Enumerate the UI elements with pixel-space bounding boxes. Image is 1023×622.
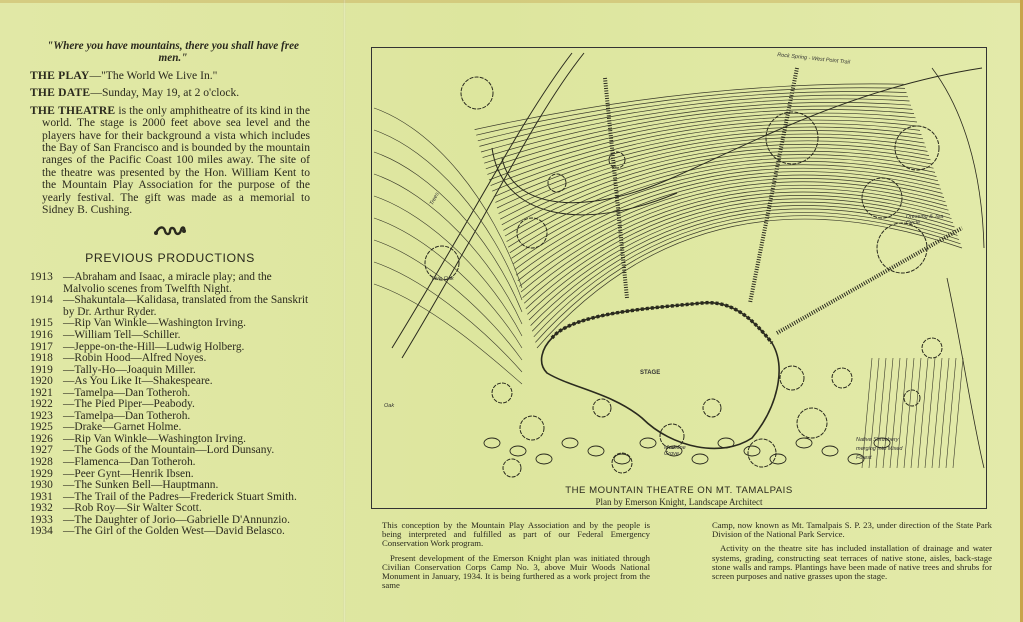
production-title: —Peer Gynt—Henrik Ibsen. [63, 467, 194, 480]
production-year: 1918 [30, 352, 53, 365]
play-lead: THE PLAY [30, 69, 90, 82]
play-title: —"The World We Live In." [89, 69, 218, 82]
production-year: 1922 [30, 398, 53, 411]
production-entry [30, 480, 310, 492]
date-line [30, 87, 310, 99]
theatre-lead: THE THEATRE [30, 103, 116, 117]
production-year: 1929 [30, 467, 53, 480]
production-year: 1930 [30, 479, 53, 492]
page-top-edge [0, 0, 1023, 3]
map-caption-credit: Plan by Emerson Knight, Landscape Architect [595, 497, 763, 507]
middle-para-2: Present development of the Emerson Knight plan was initiated through Civilian Conservation Corps Camp No. 3, above Muir Woods National Monument in January, 1934. It is being furthered as a work project from the same [382, 552, 650, 591]
production-title: —The Sunken Bell—Hauptmann. [63, 479, 219, 492]
production-title: —William Tell—Schiller. [63, 329, 181, 342]
production-year: 1926 [30, 432, 53, 445]
production-title: —Tamelpa—Dan Totheroh. [63, 409, 191, 422]
ornament-icon [30, 224, 310, 239]
production-title: —The Gods of the Mountain—Lord Dunsany. [63, 444, 275, 457]
date-text: —Sunday, May 19, at 2 o'clock. [90, 86, 240, 100]
map-label-dressing: Dressing & Tea Circle [906, 214, 944, 226]
production-entry [30, 295, 310, 318]
map-label-native-shrub: Native Shrubbery merging into Mixed Forest [856, 437, 903, 461]
production-year: 1927 [30, 444, 53, 457]
production-year: 1923 [30, 409, 53, 422]
production-year: 1915 [30, 317, 53, 330]
production-title: —Abraham and Isaac, a miracle play; and the Malvolio scenes from Twelfth Night. [63, 271, 272, 295]
production-title: —The Trail of the Padres—Frederick Stuart Smith. [63, 490, 297, 503]
map-label-trees: Trees [428, 191, 441, 207]
production-title: —Flamenca—Dan Totheroh. [63, 456, 196, 469]
production-year: 1928 [30, 456, 53, 469]
play-line [30, 70, 310, 82]
map-caption-title: THE MOUNTAIN THEATRE ON MT. TAMALPAIS [565, 485, 793, 496]
page-fold [343, 0, 346, 622]
production-year: 1919 [30, 363, 53, 376]
right-para-2: Activity on the theatre site has included installation of drainage and water systems, grading, constructing seat terraces of native stone, aisles, back-stage stone walls and ramps. Plantings have been made of native trees and shrubs for screen purposes and native grasses upon the stage. [712, 543, 992, 582]
production-title: —Tally-Ho—Joaquin Miller. [63, 363, 196, 376]
map-label-oak: Oak [384, 403, 395, 409]
middle-para-1: This conception by the Mountain Play Association and by the people is being interpreted and fulfilled as part of our Federal Emergency Conservation Work program. [382, 520, 650, 549]
production-year: 1913 [30, 271, 53, 284]
ornament-scroll-icon [153, 224, 187, 238]
production-title: —Rip Van Winkle—Washington Irving. [63, 317, 246, 330]
production-year: 1931 [30, 490, 53, 503]
production-year: 1920 [30, 375, 53, 388]
motto-quote: "Where you have mountains, there you shall have free men." [46, 40, 300, 64]
right-column [712, 521, 992, 586]
production-title: —As You Like It—Shakespeare. [63, 375, 213, 388]
production-title: —Rob Roy—Sir Walter Scott. [63, 502, 202, 515]
production-year: 1921 [30, 386, 53, 399]
theatre-paragraph [30, 105, 310, 217]
production-year: 1932 [30, 502, 53, 515]
production-year: 1934 [30, 525, 53, 538]
theatre-text: is the only amphitheatre of its kind in the world. The stage is 2000 feet above sea level and the players have for their background a vista which includes the Bay of San Francisco and is bounded by the mountain ranges of the Pacific Coast 100 miles away. The site of the theatre was presented by the Hon. William Kent to the Mountain Play Association for the purpose of the yearly festival. The gift was made as a memorial to Sidney B. Cushing. [42, 103, 310, 217]
production-title: —Tamelpa—Dan Totheroh. [63, 386, 191, 399]
production-entry [30, 330, 310, 342]
production-year: 1916 [30, 329, 53, 342]
production-title: —The Daughter of Jorio—Gabrielle D'Annunzio. [63, 513, 290, 526]
production-title: —Rip Van Winkle—Washington Irving. [63, 432, 246, 445]
map-label-live-oak: Live Oak [432, 276, 454, 282]
middle-column [382, 521, 650, 595]
production-title: —Robin Hood—Alfred Noyes. [63, 352, 207, 365]
productions-list [30, 272, 310, 538]
production-title: —The Pied Piper—Peabody. [63, 398, 195, 411]
map-label-road: Rock Spring - West Point Trail [776, 52, 851, 66]
production-entry [30, 353, 310, 365]
map-stage-label: STAGE [640, 370, 661, 376]
production-title: —The Girl of the Golden West—David Belasco. [63, 525, 285, 538]
production-year: 1925 [30, 421, 53, 434]
date-lead: THE DATE [30, 86, 91, 100]
right-para-1: Camp, now known as Mt. Tamalpais S. P. 23, under direction of the State Park Division of the National Park Service. [712, 520, 992, 540]
production-title: —Jeppe-on-the-Hill—Ludwig Holberg. [63, 340, 245, 353]
production-title: —Shakuntala—Kalidasa, translated from the Sanskrit by Dr. Arthur Ryder. [63, 294, 309, 318]
map-label-madrone: Madrone Grove [664, 445, 686, 457]
production-entry [30, 457, 310, 469]
production-year: 1914 [30, 294, 53, 307]
previous-productions-heading: PREVIOUS PRODUCTIONS [85, 250, 255, 265]
production-year: 1933 [30, 513, 53, 526]
production-year: 1917 [30, 340, 53, 353]
left-panel [30, 40, 310, 538]
production-title: —Drake—Garnet Holme. [63, 421, 182, 434]
production-entry [30, 526, 310, 538]
production-entry [30, 272, 310, 295]
theatre-plan-map [371, 47, 987, 509]
